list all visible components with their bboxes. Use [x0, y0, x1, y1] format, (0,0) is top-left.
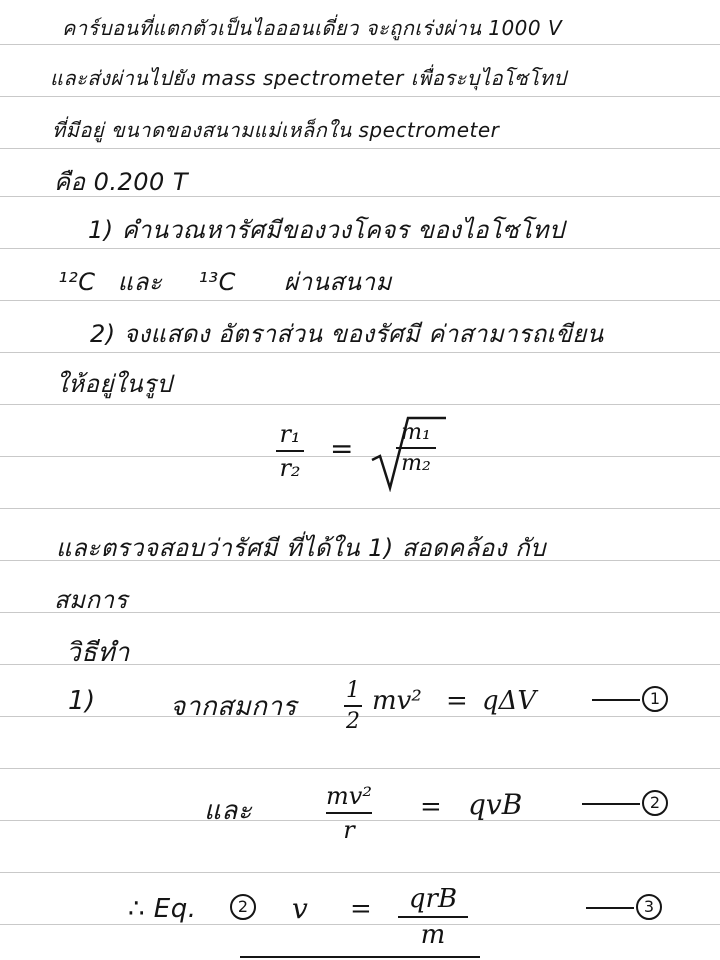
- mass-ratio: [396, 420, 436, 476]
- eq3-lhs: v: [292, 892, 308, 925]
- problem-line-4: คือ 0.200 T: [54, 168, 189, 196]
- eq2-tag: [582, 790, 668, 816]
- half-numerator: 1: [346, 678, 360, 703]
- question-2-line-4: สมการ: [54, 586, 128, 614]
- solution-heading: วิธีทำ: [66, 638, 130, 668]
- ruled-line: [0, 96, 720, 97]
- ruled-line: [0, 404, 720, 405]
- and-word: และ: [117, 268, 163, 296]
- problem-line-2: และส่งผ่านไปยัง mass spectrometer เพื่อระบุไอโซโทป: [50, 66, 567, 90]
- tag-dash: [582, 803, 640, 805]
- r2-denominator: r₂: [279, 454, 301, 482]
- eq3-number-circle: 3: [636, 894, 662, 920]
- equals-sign: =: [330, 432, 354, 465]
- eq1-equals: =: [446, 686, 468, 716]
- ruled-line: [0, 456, 720, 457]
- qrb-numerator: qrB: [408, 884, 458, 914]
- centripetal-fraction: [326, 782, 372, 844]
- through-field-text: ผ่านสนาม: [284, 268, 392, 296]
- m-denominator: m: [420, 920, 446, 950]
- eq2-number-circle: 2: [642, 790, 668, 816]
- and-word-eq2: และ: [204, 796, 253, 826]
- r1-numerator: r₁: [279, 420, 301, 448]
- therefore-eq-prefix: ∴ Eq.: [128, 894, 197, 924]
- from-equation-text: จากสมการ: [170, 692, 297, 722]
- eq1-tag: [592, 686, 668, 712]
- ruled-line: [0, 924, 720, 925]
- eq2-equals: =: [420, 792, 442, 822]
- question-1-line-2: [58, 262, 392, 301]
- fraction-bar: [344, 705, 362, 707]
- step-1-label: 1): [68, 686, 96, 716]
- ruled-line: [0, 508, 720, 509]
- ruled-line: [0, 148, 720, 149]
- ruled-line: [0, 44, 720, 45]
- eq3-tag: [586, 894, 662, 920]
- fraction-bar: [326, 812, 372, 814]
- eq3-equals: =: [350, 894, 372, 924]
- problem-line-3: ที่มีอยู่ ขนาดของสนามแม่เหล็กใน spectrometer: [52, 118, 500, 142]
- question-2-line-3: และตรวจสอบว่ารัศมี ที่ได้ใน 1) สอดคล้อง กับ: [56, 534, 546, 562]
- isotope-c13: ¹³C: [198, 268, 236, 296]
- mv2-numerator: mv²: [326, 782, 372, 810]
- eq3-reference: [230, 894, 256, 920]
- fraction-bar: [276, 450, 304, 452]
- eq1-lhs: mv²: [372, 686, 422, 716]
- ruled-line: [0, 768, 720, 769]
- velocity-fraction: [398, 884, 468, 950]
- problem-line-1: คาร์บอนที่แตกตัวเป็นไอออนเดี่ยว จะถูกเร่งผ่าน 1000 V: [62, 16, 563, 40]
- fraction-bar: [398, 916, 468, 918]
- radius-ratio: [276, 420, 304, 482]
- ruled-line: [0, 872, 720, 873]
- fraction-bar: [396, 447, 436, 449]
- question-2-line-1: 2) จงแสดง อัตราส่วน ของรัศมี ค่าสามารถเขียน: [90, 320, 604, 348]
- m1-numerator: m₁: [401, 420, 431, 445]
- isotope-c12: ¹²C: [58, 268, 96, 296]
- tag-dash: [586, 907, 634, 909]
- question-2-line-2: ให้อยู่ในรูป: [56, 370, 173, 398]
- m2-denominator: m₂: [401, 451, 431, 476]
- tag-dash: [592, 699, 640, 701]
- bottom-ink-line: [240, 956, 480, 958]
- half-denominator: 2: [346, 709, 360, 734]
- half-fraction: [344, 678, 362, 734]
- r-denominator: r: [343, 816, 355, 844]
- eq1-rhs: qΔV: [482, 686, 537, 716]
- eq1-number-circle: 1: [642, 686, 668, 712]
- eq2-rhs: qvB: [468, 788, 523, 821]
- question-1-line-1: 1) คำนวณหารัศมีของวงโคจร ของไอโซโทป: [88, 216, 565, 244]
- eq2-reference-circle: 2: [230, 894, 256, 920]
